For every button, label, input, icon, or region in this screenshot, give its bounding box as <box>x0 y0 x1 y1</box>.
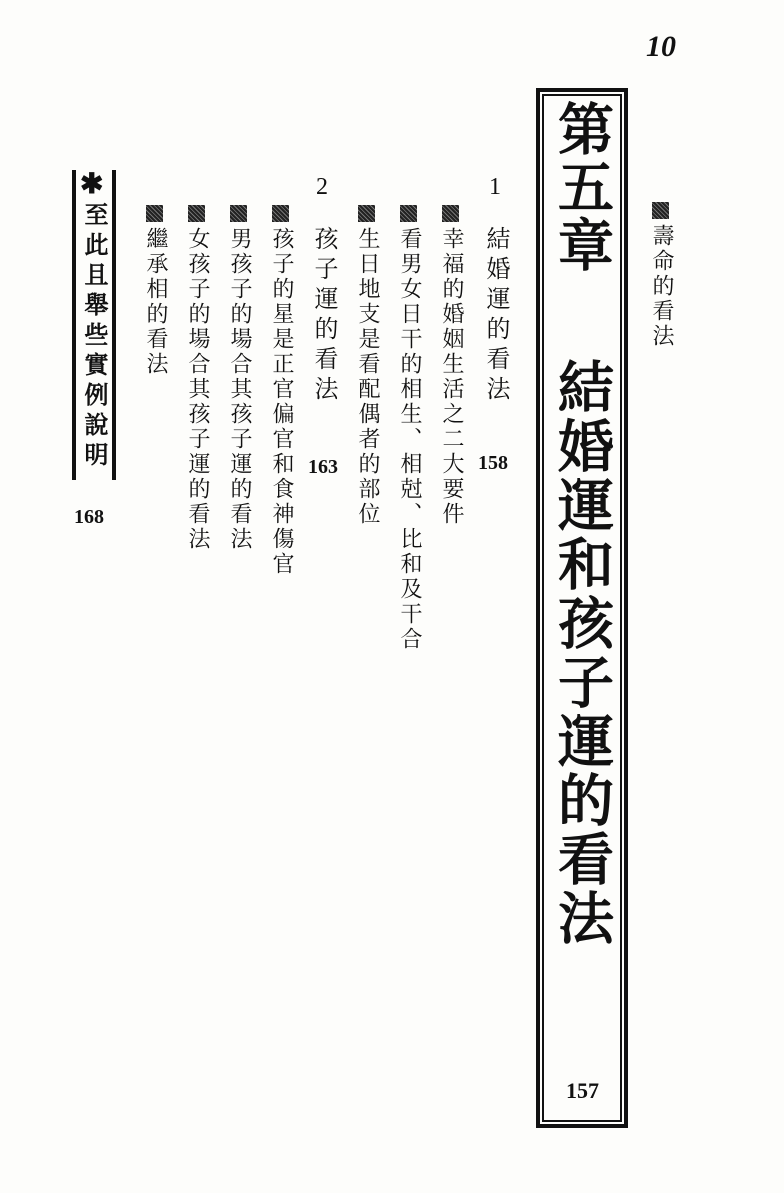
section-2-item-4-label: 繼承相的看法 <box>143 227 168 377</box>
prev-section-label: 壽命的看法 <box>649 224 674 349</box>
examples-page: 168 <box>74 506 104 528</box>
section-1-item-2-label: 看男女日干的相生、相尅、比和及干合 <box>397 227 422 652</box>
section-2-item-1-label: 孩子的星是正官偏官和食神傷官 <box>269 227 294 577</box>
bullet-square-icon <box>272 205 289 222</box>
bullet-square-icon <box>652 202 669 219</box>
section-1-page: 158 <box>478 452 508 474</box>
examples-label: 至此且舉些實例說明 <box>80 202 109 472</box>
section-1-item-1-label: 幸福的婚姻生活之二大要件 <box>439 227 464 527</box>
section-1-item-3-label: 生日地支是看配偶者的部位 <box>355 227 380 527</box>
bullet-square-icon <box>442 205 459 222</box>
section-2-title: 孩子運的看法 <box>310 226 338 406</box>
section-2-item-2-label: 男孩子的場合其孩子運的看法 <box>227 227 252 552</box>
section-2-item-3-label: 女孩子的場合其孩子運的看法 <box>185 227 210 552</box>
asterisk-icon: ✱ <box>80 167 104 200</box>
chapter-title: 結婚運和孩子運的看法 <box>549 358 615 948</box>
bullet-square-icon <box>358 205 375 222</box>
section-1-index: 1 <box>489 174 501 200</box>
bullet-square-icon <box>230 205 247 222</box>
bullet-square-icon <box>146 205 163 222</box>
chapter-number-label: 第五章 <box>549 100 615 274</box>
page-number: 10 <box>646 30 676 63</box>
section-2-index: 2 <box>316 174 328 200</box>
section-2-page: 163 <box>308 456 338 478</box>
chapter-page: 157 <box>566 1078 599 1103</box>
bullet-square-icon <box>188 205 205 222</box>
section-1-title: 結婚運的看法 <box>482 226 510 406</box>
bullet-square-icon <box>400 205 417 222</box>
